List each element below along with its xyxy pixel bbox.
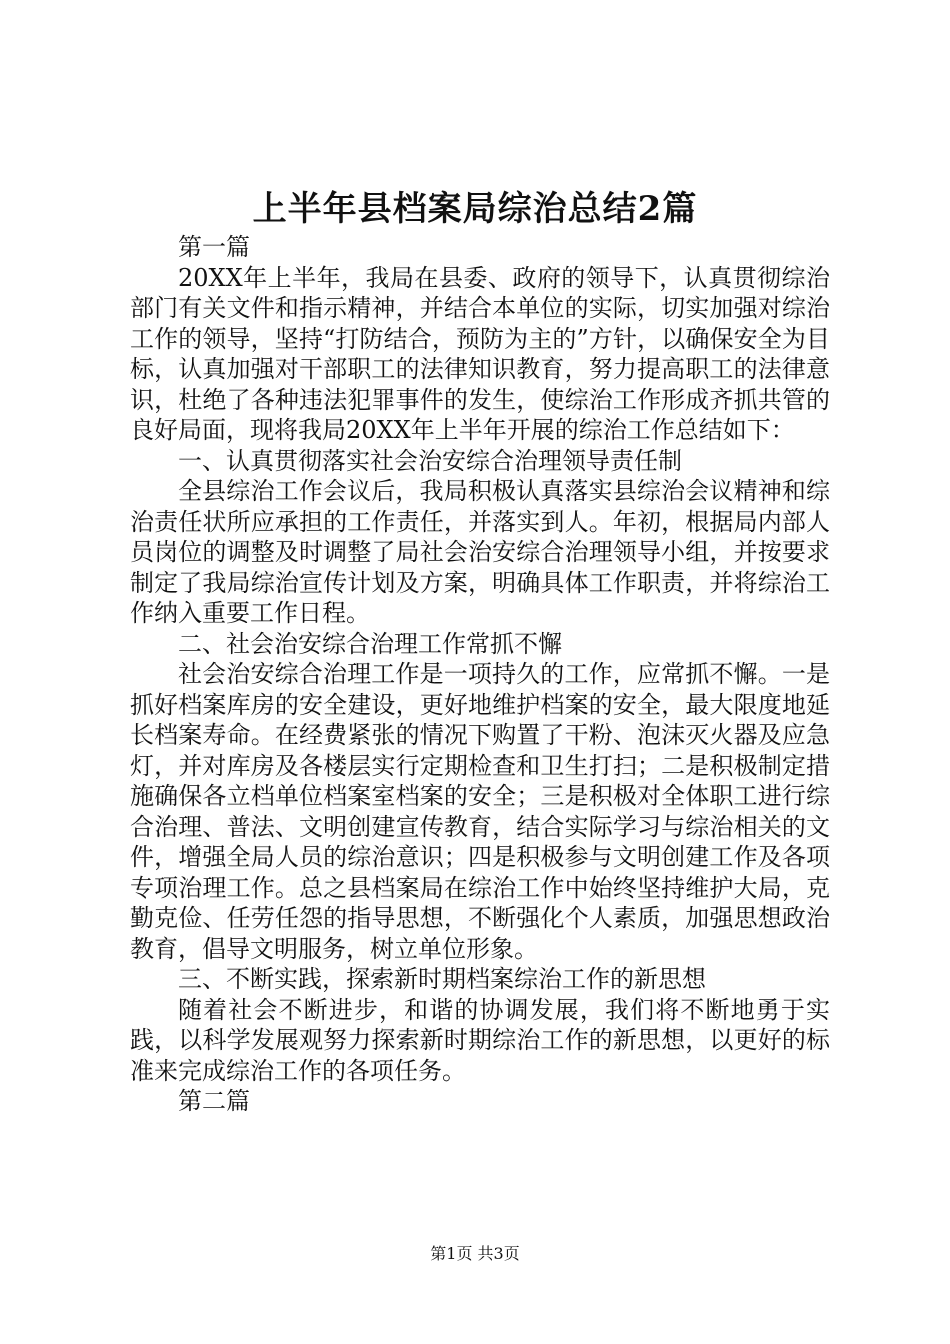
- intro-paragraph: 20XX年上半年，我局在县委、政府的领导下，认真贯彻综治部门有关文件和指示精神，并结合本单位的实际，切实加强对综治工作的领导，坚持“打防结合，预防为主的”方针，以确保安全为目标，认真加强对干部职工的法律知识教育，努力提高职工的法律意识，杜绝了各种违法犯罪事件的发生，使综治工作形成齐抓共管的良好局面，现将我局20XX年上半年开展的综治工作总结如下：: [130, 263, 830, 444]
- body-paragraph: 社会治安综合治理工作是一项持久的工作，应常抓不懈。一是抓好档案库房的安全建设，更好地维护档案的安全，最大限度地延长档案寿命。在经费紧张的情况下购置了干粉、泡沫灭火器及应急灯，并对库房及各楼层实行定期检查和卫生打扫；二是积极制定措施确保各立档单位档案室档案的安全；三是积极对全体职工进行综合治理、普法、文明创建宣传教育，结合实际学习与综治相关的文件，增强全局人员的综治意识；四是积极参与文明创建工作及各项专项治理工作。总之县档案局在综治工作中始终坚持维护大局，克勤克俭、任劳任怨的指导思想，不断强化个人素质，加强思想政治教育，倡导文明服务，树立单位形象。: [130, 660, 830, 963]
- body-paragraph: 随着社会不断进步，和谐的协调发展，我们将不断地勇于实践，以科学发展观努力探索新时期综治工作的新思想，以更好的标准来完成综治工作的各项任务。: [130, 995, 830, 1085]
- section-heading-part-two: 第二篇: [178, 1087, 250, 1115]
- page-number-footer: 第1页 共3页: [430, 1244, 520, 1263]
- section-heading-two: 二、社会治安综合治理工作常抓不懈: [178, 629, 562, 658]
- body-paragraph: 全县综治工作会议后，我局积极认真落实县综治会议精神和综治责任状所应承担的工作责任，并落实到人。年初，根据局内部人员岗位的调整及时调整了局社会治安综合治理领导小组，并按要求制定了我局综治宣传计划及方案，明确具体工作职责，并将综治工作纳入重要工作日程。: [130, 477, 830, 627]
- section-heading-three: 三、不断实践，探索新时期档案综治工作的新思想: [178, 965, 706, 993]
- section-heading-one: 一、认真贯彻落实社会治安综合治理领导责任制: [178, 446, 682, 475]
- document-body: [130, 232, 830, 1117]
- section-heading-part-one: 第一篇: [178, 233, 250, 261]
- document-title: 上半年县档案局综治总结2篇: [252, 189, 698, 229]
